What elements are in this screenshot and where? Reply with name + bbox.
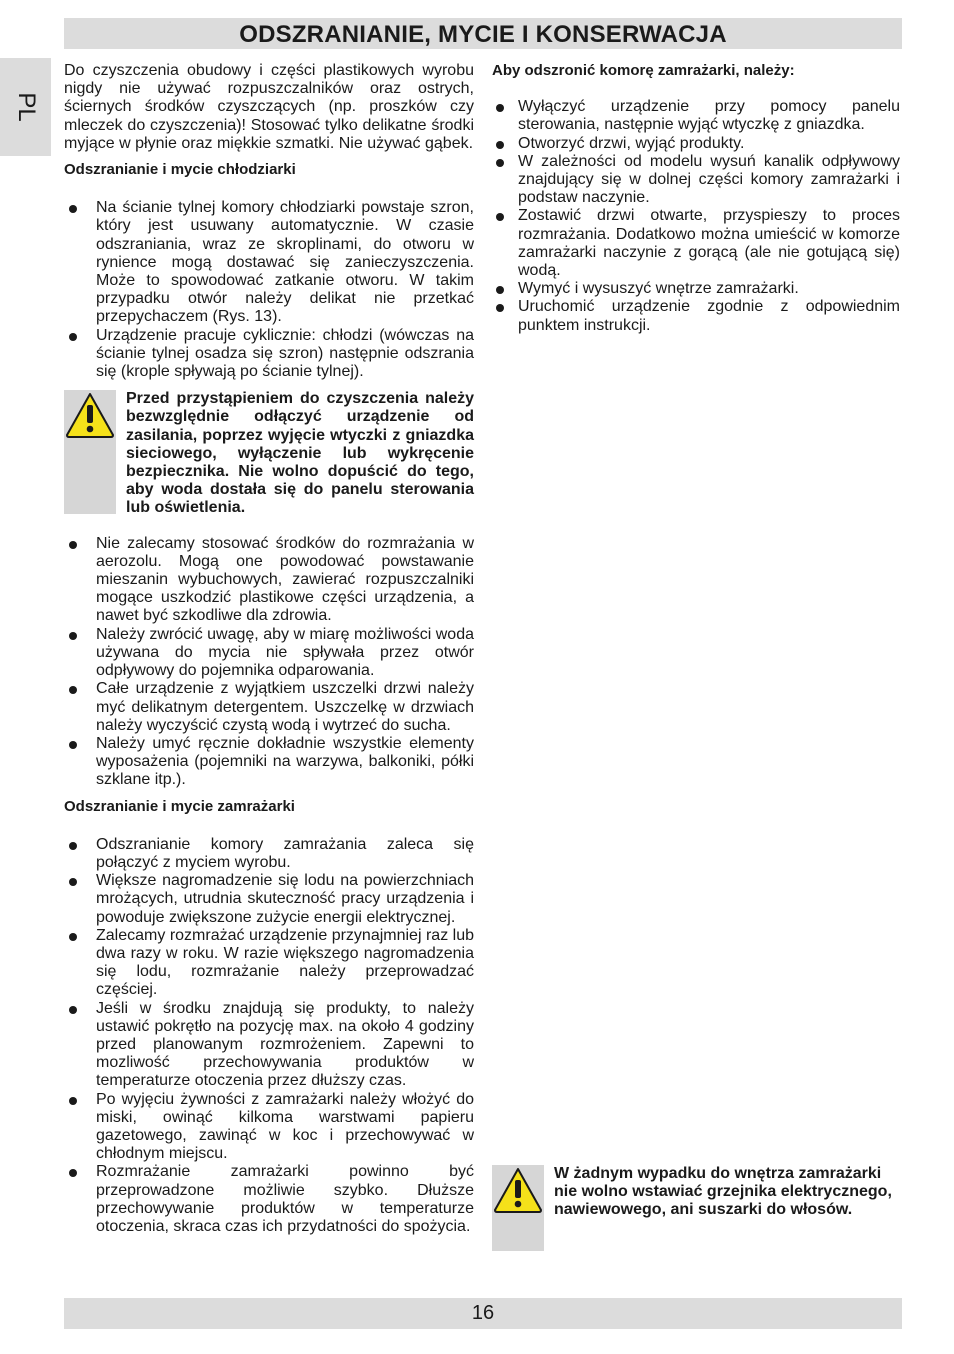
list-item: W zależności od modelu wysuń kanalik odpływowy znajdujący się w dolnej części komory zamrażarki i podstaw naczynie. [518, 152, 900, 207]
list-item: Nie zalecamy stosować środków do rozmrażania w aerozolu. Mogą one powodować powstawanie mieszanin wybuchowych, zawierać rozpuszczalniki mogące uszkodzić plastikowe części urządzenia, a nawet być szkodliwe dla zdrowia. [96, 534, 474, 625]
list-item: Należy umyć ręcznie dokładnie wszystkie elementy wyposażenia (pojemniki na warzywa, balkoniki, półki szklane itp.). [96, 734, 474, 789]
language-tab [0, 58, 51, 156]
page-number: 16 [471, 1302, 495, 1324]
list-item: Należy zwrócić uwagę, aby w miarę możliwości woda używana do mycia nie spływała przez otwór odpływowy do pojemnika odparowania. [96, 625, 474, 680]
list-item: Odszranianie komory zamrażania zaleca się połączyć z myciem wyrobu. [96, 835, 474, 871]
cleaning-warning [64, 390, 474, 517]
right-column [492, 62, 900, 335]
warning-text: Przed przystąpieniem do czyszczenia należy bezwzględnie odłączyć urządzenie od zasilania, poprzez wyjęcie wtyczki z gniazdka sieciowego, wyłączenie lub wykręcenie bezpiecznika. Nie wolno dopuścić do tego, aby woda dostała się do panelu sterowania lub oświetlenia. [126, 390, 474, 517]
intro-paragraph: Do czyszczenia obudowy i części plastikowych wyrobu nigdy nie używać rozpuszczalników oraz ostrych, ściernych środków czyszczących (np. proszków czy mleczek do czyszczenia)! Stosować tylko delikatne środki myjące w płynie oraz miękkie szmatki. Nie używać gąbek. [64, 62, 474, 152]
list-item: Rozmrażanie zamrażarki powinno być przeprowadzone możliwie szybko. Dłuższe przechowywanie produktów w temperaturze otoczenia, skraca czas ich przydatności do spożycia. [96, 1163, 474, 1235]
list-item: Na ścianie tylnej komory chłodziarki powstaje szron, który jest usuwany automatycznie. W czasie odszraniania, wraz ze skroplinami, do otworu w rynience mogą dostawać się zanieczyszczenia. Może to spowodować zatkanie otworu. W takim przypadku otwór należy delikat nie przetkać przepychaczem (Rys. 13). [96, 199, 474, 326]
list-item: Zalecamy rozmrażać urządzenie przynajmniej raz lub dwa razy w roku. W razie większego nagromadzenia się lodu, rozmrażanie należy przeprowadzać częściej. [96, 926, 474, 999]
heater-warning [492, 1165, 900, 1251]
list-item: Otworzyć drzwi, wyjąć produkty. [518, 135, 900, 153]
fridge-list [64, 199, 474, 381]
list-item: Całe urządzenie z wyjątkiem uszczelki drzwi należy myć delikatnym detergentem. Uszczelkę w drzwiach należy wyczyścić czystą wodą i wytrzeć do sucha. [96, 680, 474, 734]
footer-bar [64, 1298, 902, 1329]
freezer-heading: Odszranianie i mycie zamrażarki [64, 797, 295, 815]
defrost-heading: Aby odszronić komorę zamrażarki, należy: [492, 62, 795, 79]
freezer-list [64, 836, 474, 1236]
list-item: Wymyć i wysuszyć wnętrze zamrażarki. [518, 280, 900, 298]
list-item: Uruchomić urządzenie zgodnie z odpowiednim punktem instrukcji. [518, 298, 900, 334]
page-title: ODSZRANIANIE, MYCIE I KONSERWACJA [239, 21, 727, 48]
warning-box [492, 1165, 544, 1251]
list-item: Po wyjęciu żywności z zamrażarki należy włożyć do miski, owinąć kilkoma warstwami papieru gazetowego, zawinąć w koc i przechowywać w chłodnym miejscu. [96, 1090, 474, 1163]
language-label: PL [12, 92, 40, 122]
list-item: Wyłączyć urządzenie przy pomocy panelu sterowania, następnie wyjąć wtyczkę z gniazdka. [518, 98, 900, 134]
warning-triangle-icon [65, 392, 115, 438]
list-item: Większe nagromadzenie się lodu na powierzchniach mrożących, utrudnia skuteczność pracy urządzenia i powoduje zwiększone zużycie energii elektrycznej. [96, 872, 474, 926]
list-item: Jeśli w środku znajdują się produkty, to należy ustawić pokrętło na pozycję max. na około 4 godziny przed planowanym rozmrożeniem. Zapewni to mozliwość przechowywania produktów w temperaturze otoczenia przez dłuższy czas. [96, 999, 474, 1090]
header-bar [64, 18, 902, 49]
cleaning-list [64, 535, 474, 790]
list-item: Zostawić drzwi otwarte, przyspieszy to proces rozmrażania. Dodatkowo można umieścić w komorze zamrażarki naczynie z gorącą (ale nie gotującą się) wodą. [518, 207, 900, 280]
defrost-list [492, 98, 900, 335]
warning-triangle-icon [493, 1167, 543, 1213]
left-column [64, 62, 474, 1236]
fridge-heading: Odszranianie i mycie chłodziarki [64, 161, 296, 179]
warning-text: W żadnym wypadku do wnętrza zamrażarki nie wolno wstawiać grzejnika elektrycznego, nawiewowego, ani suszarki do włosów. [554, 1165, 892, 1219]
list-item: Urządzenie pracuje cyklicznie: chłodzi (wówczas na ścianie tylnej osadza się szron) następnie odszrania się (krople spływają po ścianie tylnej). [96, 326, 474, 381]
warning-box [64, 390, 116, 514]
